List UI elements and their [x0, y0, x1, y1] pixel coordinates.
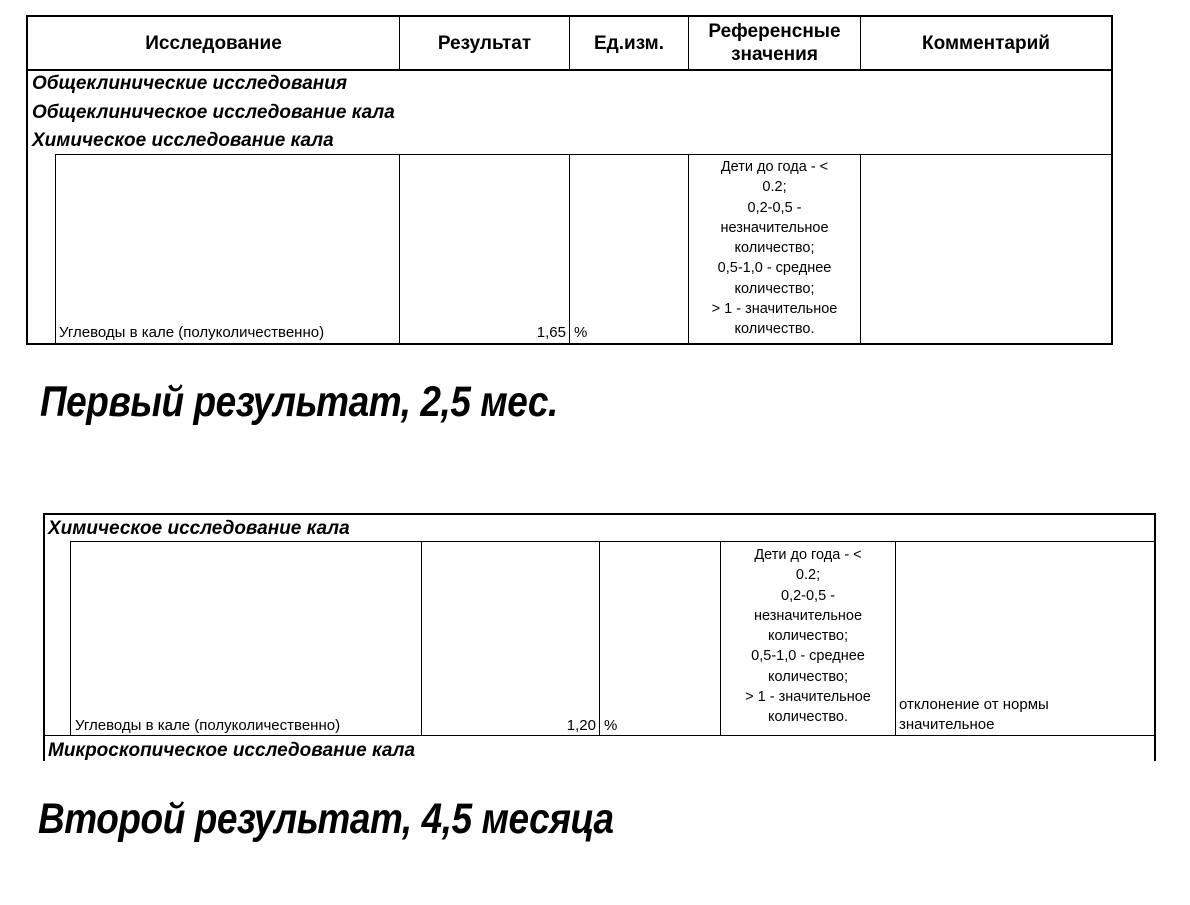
comment-line: отклонение от нормы — [899, 696, 1049, 713]
header-reference: Референсные значения — [708, 21, 841, 65]
test-unit: % — [574, 324, 588, 341]
row-col-sep — [895, 541, 896, 736]
section-heading-stool-chemical: Химическое исследование кала — [48, 518, 350, 539]
reference-values — [689, 157, 860, 340]
header-study: Исследование — [145, 32, 282, 54]
second-result-caption: Второй результат, 4,5 месяца — [38, 795, 614, 843]
table-border-right — [1154, 513, 1156, 761]
reference-line: количество. — [768, 709, 848, 726]
table-border-right — [1111, 15, 1113, 345]
reference-line: 0,5-1,0 - среднее — [751, 648, 865, 665]
table-border-top — [43, 513, 1156, 515]
row-col-sep — [860, 154, 861, 344]
reference-line: количество; — [734, 240, 815, 257]
section-heading-stool-chemical: Химическое исследование кала — [32, 130, 334, 151]
section-heading-general: Общеклинические исследования — [32, 73, 348, 94]
first-result-caption: Первый результат, 2,5 мес. — [40, 378, 558, 426]
reference-line: 0,2-0,5 - — [781, 587, 835, 604]
reference-line: незначительное — [753, 607, 863, 624]
row-divider-top — [70, 541, 1156, 542]
test-unit: % — [604, 717, 618, 734]
reference-line: количество; — [768, 628, 848, 645]
reference-line: > 1 - значительное — [745, 689, 871, 706]
reference-line: количество; — [768, 668, 848, 685]
reference-line: Дети до года - < — [720, 159, 829, 175]
reference-line: 0,2-0,5 - — [747, 199, 802, 216]
row-col-sep — [70, 541, 71, 736]
reference-line: > 1 - значительное — [711, 301, 838, 318]
row-col-sep — [399, 154, 400, 344]
section-heading-stool-general: Общеклиническое исследование кала — [32, 102, 395, 123]
row-col-sep — [569, 154, 570, 344]
row-col-sep — [599, 541, 600, 736]
reference-line: количество; — [734, 280, 815, 297]
test-comment — [899, 695, 1049, 736]
header-unit: Ед.изм. — [594, 32, 664, 54]
reference-line: 0.2; — [795, 567, 821, 584]
reference-line: незначительное — [720, 219, 829, 236]
section-heading-stool-microscopic: Микроскопическое исследование кала — [48, 740, 416, 761]
table-border-left — [43, 513, 45, 761]
test-result: 1,65 — [536, 324, 566, 341]
reference-line: количество. — [734, 321, 815, 338]
reference-line: 0.2; — [762, 179, 787, 196]
test-name: Углеводы в кале (полуколичественно) — [59, 324, 325, 341]
reference-values — [721, 545, 895, 728]
reference-line: Дети до года - < — [754, 547, 862, 563]
row-col-sep — [55, 154, 56, 344]
header-result: Результат — [437, 32, 532, 54]
test-name: Углеводы в кале (полуколичественно) — [75, 717, 341, 734]
reference-line: 0,5-1,0 - среднее — [717, 260, 832, 277]
header-comment: Комментарий — [922, 32, 1050, 54]
test-result: 1,20 — [566, 717, 596, 734]
row-col-sep — [421, 541, 422, 736]
comment-line: значительное — [899, 716, 995, 734]
row-divider-top — [55, 154, 1113, 155]
